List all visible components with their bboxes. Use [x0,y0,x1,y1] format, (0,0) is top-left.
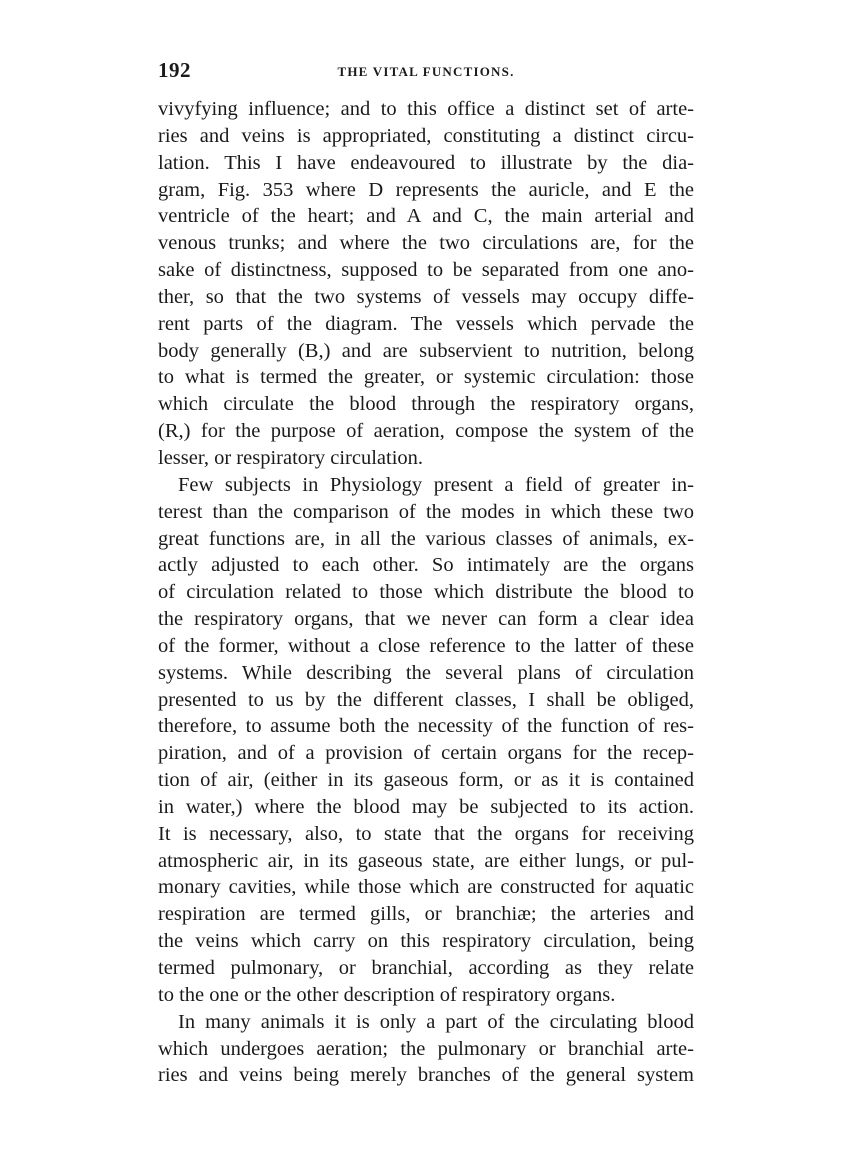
text-line: Few subjects in Physiology present a field of greater in- [178,473,694,496]
text-line: therefore, to assume both the necessity of the function of res- [158,715,694,738]
text-line: In many animals it is only a part of the circulating blood [178,1010,694,1033]
text-line: presented to us by the different classes, I shall be obliged, [158,688,694,711]
text-line: vivyfying influence; and to this office a distinct set of arte- [158,98,694,120]
body-text [158,96,694,1089]
text-line: tion of air, (either in its gaseous form, or as it is contained [158,769,694,792]
text-line: to what is termed the greater, or systemic circulation: those [158,366,694,389]
paragraph-3 [158,1009,694,1090]
text-line: atmospheric air, in its gaseous state, are either lungs, or pul- [158,849,694,872]
text-line: monary cavities, while those which are constructed for aquatic [158,876,694,899]
text-line: which undergoes aeration; the pulmonary or branchial arte- [158,1037,694,1060]
text-line: to the one or the other description of respiratory organs. [158,983,616,1006]
book-page [158,58,694,1089]
text-line: sake of distinctness, supposed to be separated from one ano- [158,259,694,282]
text-line: of the former, without a close reference to the latter of these [158,634,694,657]
text-line: which circulate the blood through the respiratory organs, [158,393,694,416]
paragraph-1 [158,96,694,472]
text-line: termed pulmonary, or branchial, according as they relate [158,957,694,979]
text-line: (R,) for the purpose of aeration, compose the system of the [158,420,694,443]
running-title: THE VITAL FUNCTIONS. [337,64,515,79]
text-line: piration, and of a provision of certain organs for the recep- [158,742,694,765]
text-line: ventricle of the heart; and A and C, the main arterial and [158,205,694,228]
running-head [158,58,694,92]
text-line: terest than the comparison of the modes in which these two [158,500,694,523]
paragraph-2 [158,472,694,1009]
text-line: rent parts of the diagram. The vessels which pervade the [158,312,694,335]
text-line: great functions are, in all the various classes of animals, ex- [158,527,694,550]
text-line: It is necessary, also, to state that the organs for receiving [158,822,694,845]
text-line: respiration are termed gills, or branchiæ; the arteries and [158,903,694,926]
text-line: the veins which carry on this respiratory circulation, being [158,930,694,953]
text-line: lation. This I have endeavoured to illustrate by the dia- [158,151,694,174]
text-line: body generally (B,) and are subservient to nutrition, belong [158,339,694,362]
text-line: the respiratory organs, that we never can form a clear idea [158,608,694,631]
text-line: of circulation related to those which distribute the blood to [158,581,694,604]
text-line: actly adjusted to each other. So intimately are the organs [158,554,694,577]
page-number: 192 [158,58,191,82]
text-line: in water,) where the blood may be subjected to its action. [158,795,694,818]
text-line: gram, Fig. 353 where D represents the auricle, and E the [158,178,694,201]
text-line: ries and veins being merely branches of the general system [158,1064,694,1087]
text-line: systems. While describing the several plans of circulation [158,661,694,684]
text-line: lesser, or respiratory circulation. [158,446,424,469]
text-line: venous trunks; and where the two circulations are, for the [158,232,694,255]
text-line: ries and veins is appropriated, constituting a distinct circu- [158,124,694,147]
text-line: ther, so that the two systems of vessels may occupy diffe- [158,285,694,308]
